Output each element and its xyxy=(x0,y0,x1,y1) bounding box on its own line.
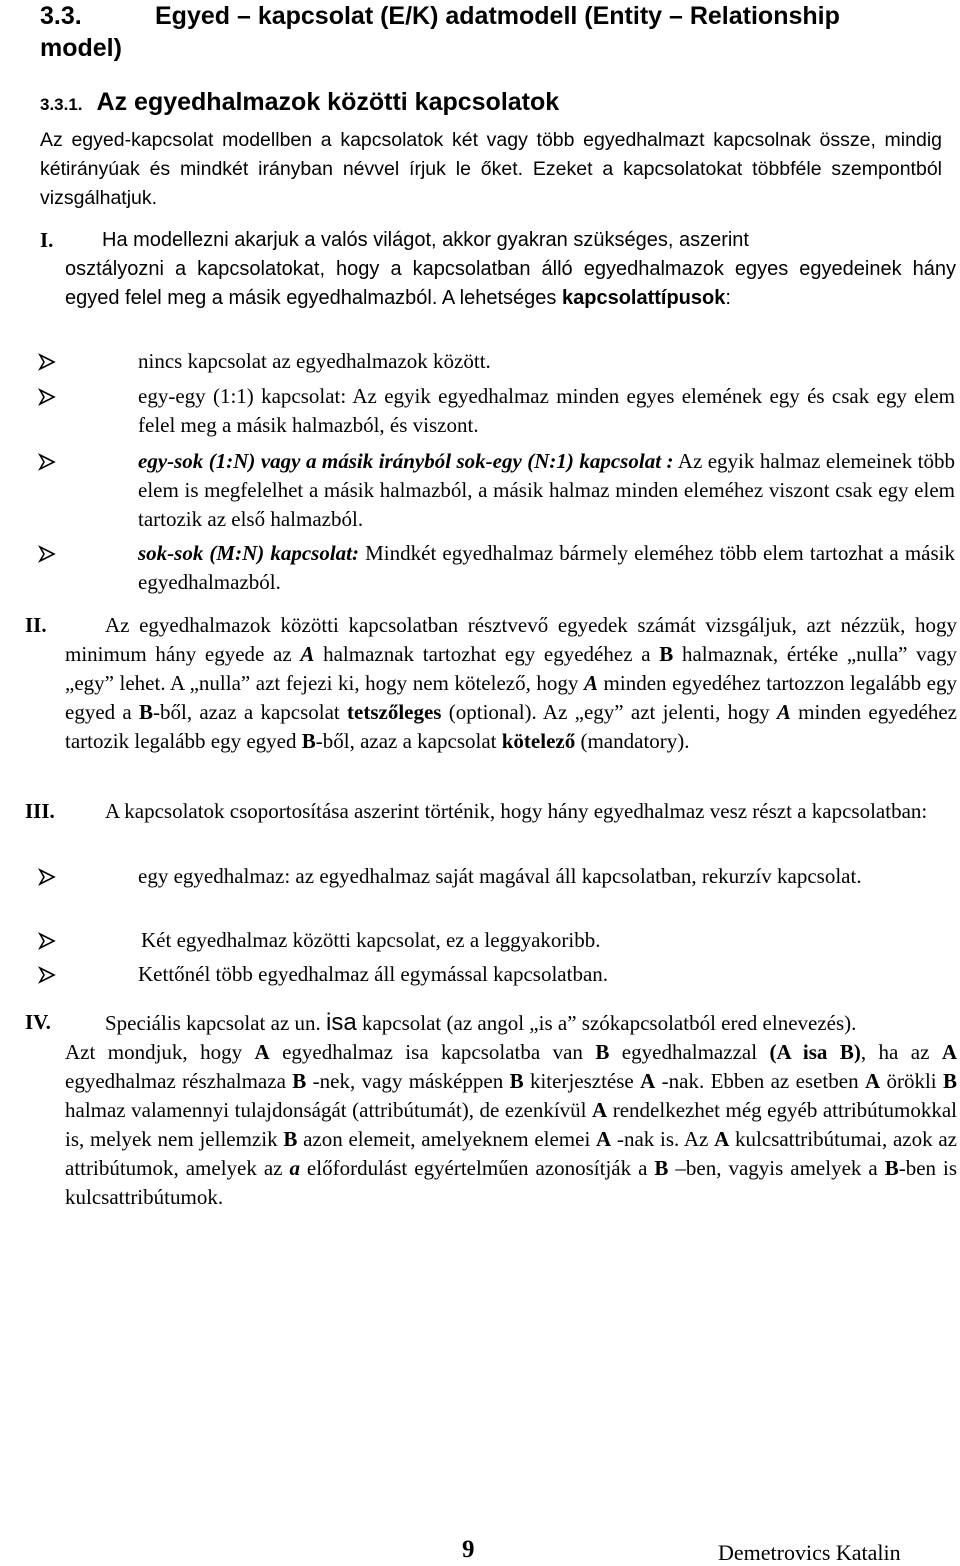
symbol-b: B xyxy=(301,729,316,753)
section-1-numeral: I. xyxy=(40,228,54,252)
text-run: előfordulást egyértelműen azonosítják a xyxy=(299,1156,655,1180)
section-2-numeral: II. xyxy=(25,613,47,637)
symbol-b: B xyxy=(659,642,674,666)
section-2-text xyxy=(25,611,957,756)
arrow-bullet-icon xyxy=(38,926,62,955)
section-1-colon: : xyxy=(725,287,731,309)
section-number: 3.3. xyxy=(40,2,82,30)
section-3-intro: A kapcsolatok csoportosítása aszerint történik, hogy hány egyedhalmaz vesz részt a kapcsolatban: xyxy=(105,799,928,823)
section-4-paragraph xyxy=(25,1038,957,1212)
symbol-a: A xyxy=(583,671,598,695)
author-name: Demetrovics Katalin xyxy=(718,1540,901,1565)
arrow-bullet-icon xyxy=(38,347,62,376)
symbol-a: A xyxy=(592,1098,608,1122)
text-run: örökli xyxy=(880,1069,943,1093)
symbol-a: A xyxy=(300,642,315,666)
section-title-line1: Egyed – kapcsolat (E/K) adatmodell (Entity – Relationship xyxy=(155,2,840,30)
symbol-b: B xyxy=(943,1069,958,1093)
term-mandatory: kötelező xyxy=(501,729,576,753)
text-run: (optional). Az „egy” azt jelenti, hogy xyxy=(441,700,777,724)
symbol-b: B xyxy=(884,1156,899,1180)
section-4-intro xyxy=(25,1008,957,1038)
section-1 xyxy=(40,226,956,313)
symbol-a-italic: a xyxy=(289,1156,300,1180)
symbol-b: B xyxy=(138,700,153,724)
text-run: (mandatory). xyxy=(575,729,690,753)
arrow-bullet-icon xyxy=(38,539,62,568)
text-run: kiterjesztése xyxy=(523,1069,641,1093)
text-run: halmaznak, értéke „nulla” vagy „egy” lehet. A „nulla” azt fejezi ki, hogy nem kötelező, hogy xyxy=(65,642,957,695)
section-3-numeral: III. xyxy=(25,799,55,823)
section-title-line2: model) xyxy=(40,34,122,62)
text-run: Speciális kapcsolat az un. xyxy=(105,1011,327,1035)
text-run: rendelkezhet még egyéb attribútumokkal is, melyek nem jellemzik xyxy=(65,1098,957,1151)
bullet-text: Az egyik halmaz elemeinek több elem is megfelelhet a másik halmazból, a másik halmaz minden eleméhez viszont csak egy elem tartozik az első halmazból. xyxy=(138,449,955,531)
symbol-b: B xyxy=(292,1069,307,1093)
text-run: -ben is kulcsattribútumok. xyxy=(65,1156,958,1209)
symbol-b: B xyxy=(283,1127,298,1151)
symbol-a: A xyxy=(640,1069,656,1093)
text-run: halmaznak tartozhat egy egyedéhez a xyxy=(314,642,660,666)
bullet-text: egy egyedhalmaz: az egyedhalmaz saját magával áll kapcsolatban, rekurzív kapcsolat. xyxy=(138,864,862,888)
symbol-a: A xyxy=(254,1040,270,1064)
text-run: kapcsolat (az angol „is a” szókapcsolatból ered elnevezés). xyxy=(356,1011,857,1035)
text-run: -nak is. Az xyxy=(611,1127,715,1151)
bullet-bold-text: sok-sok (M:N) kapcsolat: xyxy=(138,541,360,565)
section-3-bullet-1 xyxy=(75,862,957,891)
page-number: 9 xyxy=(462,1536,475,1563)
symbol-a: A xyxy=(714,1127,730,1151)
intro-paragraph: Az egyed-kapcsolat modellben a kapcsolatok két vagy több egyedhalmazt kapcsolnak össze, mindig kétirányúak és mindkét irányban névvel írjuk le őket. Ezeket a kapcsolatokat többféle szempontból vizsgálhatjuk. xyxy=(40,129,942,209)
bullet-text: Kettőnél több egyedhalmaz áll egymással kapcsolatban. xyxy=(138,962,609,986)
arrow-bullet-icon xyxy=(38,862,62,891)
text-run: -nek, vagy másképpen xyxy=(306,1069,510,1093)
arrow-bullet-icon xyxy=(38,382,62,411)
text-run: -ből, azaz a kapcsolat xyxy=(153,700,348,724)
text-run: egyedhalmaz isa kapcsolatba van xyxy=(269,1040,596,1064)
bullet-text: Mindkét egyedhalmaz bármely eleméhez több elem tartozhat a másik egyedhalmazból. xyxy=(138,541,955,594)
subsection-heading xyxy=(40,86,559,121)
bullet-bold-text: egy-sok (1:N) vagy a másik irányból sok-egy (N:1) kapcsolat : xyxy=(138,449,674,473)
subsection-title: Az egyedhalmazok közötti kapcsolatok xyxy=(96,88,560,116)
section-1-rest: osztályozni a kapcsolatokat, hogy a kapcsolatban álló egyedhalmazok egyes egyedeinek hány egyed felel meg a másik egyedhalmazból. A lehetséges xyxy=(65,258,956,309)
section-4 xyxy=(25,1008,957,1212)
arrow-bullet-icon xyxy=(38,447,62,476)
bullet-text: egy-egy (1:1) kapcsolat: Az egyik egyedhalmaz minden egyes elemének egy és csak egy elem felel meg a másik halmazból, és viszont. xyxy=(138,384,955,437)
section-3-bullet-2 xyxy=(75,926,957,955)
text-run: kulcsattribútumai, azok az attribútumok, amelyek az xyxy=(65,1127,957,1180)
text-run: -ből, azaz a kapcsolat xyxy=(315,729,502,753)
symbol-a: A xyxy=(864,1069,881,1093)
section-heading xyxy=(40,0,920,64)
section-1-text xyxy=(65,255,956,313)
bullet-text: nincs kapcsolat az egyedhalmazok között. xyxy=(138,349,491,373)
symbol-b: B xyxy=(595,1040,610,1064)
arrow-bullet-icon xyxy=(38,960,62,989)
text-run: , ha az xyxy=(860,1040,942,1064)
term-optional: tetszőleges xyxy=(347,700,442,724)
text-run: -nak. Ebben az esetben xyxy=(655,1069,865,1093)
text-run: Azt mondjuk, hogy xyxy=(65,1040,255,1064)
symbol-a: A xyxy=(941,1040,957,1064)
text-run: minden egyedéhez tartozzon legalább egy egyed a xyxy=(65,671,957,724)
symbol-a: A xyxy=(596,1127,612,1151)
text-run: halmaz valamennyi tulajdonságát (attribútumát), de ezenkívül xyxy=(65,1098,593,1122)
text-run: Az egyedhalmazok közötti kapcsolatban résztvevő egyedek számát vizsgáljuk, azt nézzük, hogy minimum hány egyede az xyxy=(65,613,957,666)
symbol-b: B xyxy=(654,1156,669,1180)
section-1-bold-label: kapcsolattípusok xyxy=(561,287,726,309)
text-run: minden egyedéhez tartozik legalább egy egyed xyxy=(65,700,957,753)
section-1-bullet-1 xyxy=(75,347,955,376)
term-isa: isa xyxy=(326,1009,357,1036)
section-1-bullet-2 xyxy=(75,382,955,440)
section-3 xyxy=(25,797,957,826)
bullet-text: Két egyedhalmaz közötti kapcsolat, ez a leggyakoribb. xyxy=(141,928,601,952)
symbol-b: B xyxy=(509,1069,524,1093)
section-3-bullet-3 xyxy=(75,960,957,989)
section-1-first-line: Ha modellezni akarjuk a valós világot, akkor gyakran szükséges, aszerint xyxy=(102,229,749,251)
text-run: egyedhalmazzal xyxy=(609,1040,770,1064)
text-run: –ben, vagyis amelyek a xyxy=(668,1156,885,1180)
term-a-isa-b: (A isa B) xyxy=(769,1040,861,1064)
section-1-bullet-3 xyxy=(75,447,955,534)
symbol-a: A xyxy=(776,700,791,724)
text-run: azon elemeit, amelyeknem elemei xyxy=(297,1127,597,1151)
section-4-numeral: IV. xyxy=(25,1010,51,1034)
subsection-number: 3.3.1. xyxy=(40,95,83,114)
section-1-bullet-4 xyxy=(75,539,955,597)
text-run: egyedhalmaz részhalmaza xyxy=(65,1069,293,1093)
section-2 xyxy=(25,611,957,756)
